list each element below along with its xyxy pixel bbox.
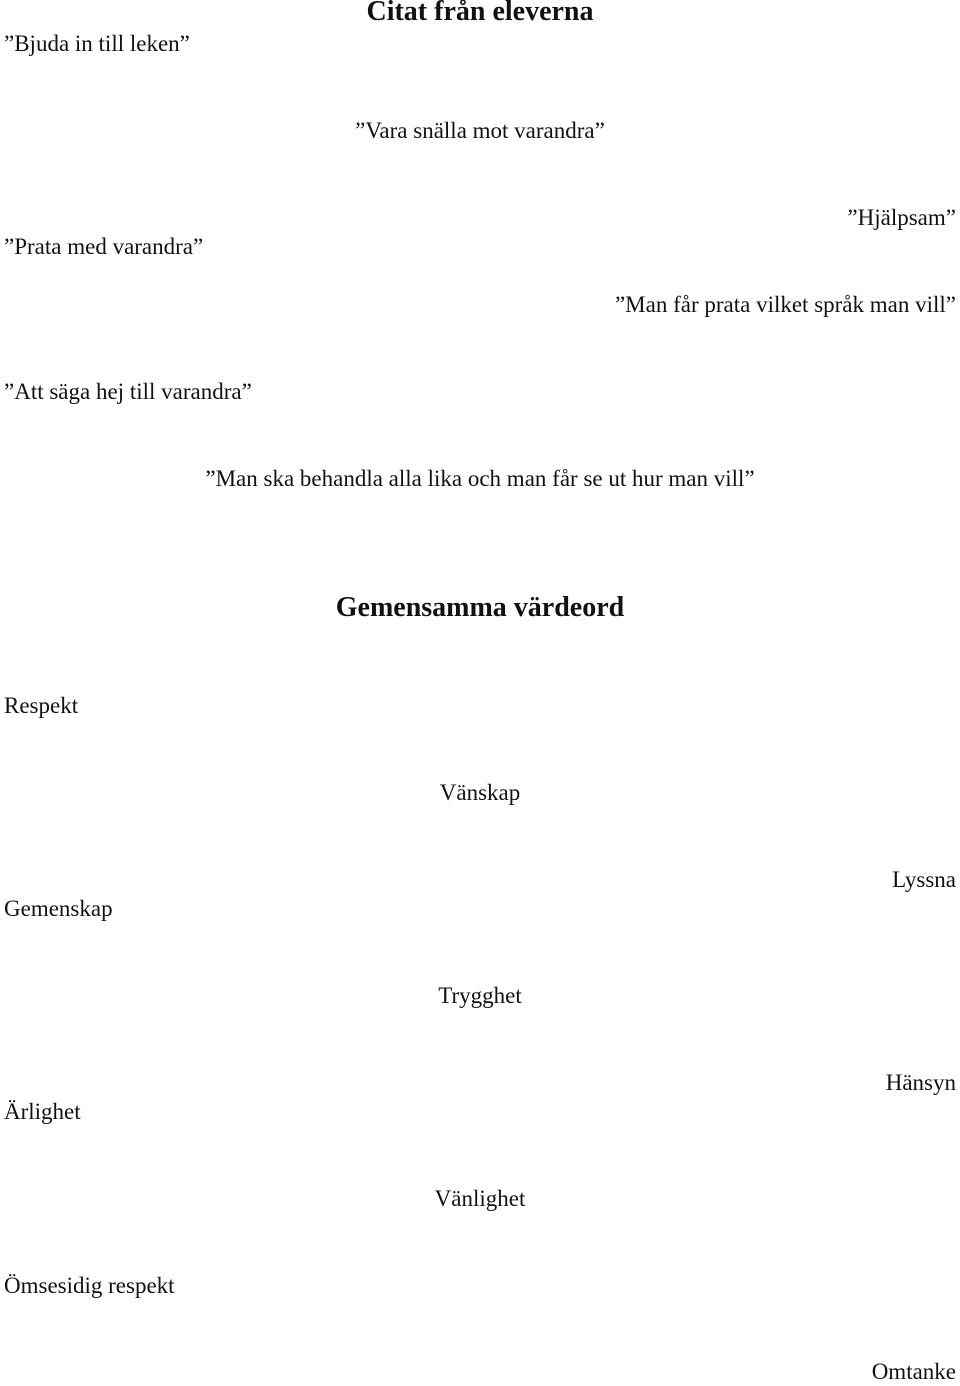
quote-item: ”Bjuda in till leken” [4,31,190,56]
value-word: Hänsyn [885,1070,956,1095]
value-word: Ömsesidig respekt [4,1273,175,1298]
quotes-heading: Citat från eleverna [366,0,594,27]
value-word: Ärlighet [4,1099,81,1124]
quote-item: ”Prata med varandra” [4,234,204,259]
value-word: Vänskap [439,780,521,805]
quote-item: ”Man ska behandla alla lika och man får se ut hur man vill” [205,466,755,491]
quote-item: ”Att säga hej till varandra” [4,379,252,404]
quote-item: ”Vara snälla mot varandra” [355,118,605,143]
value-word: Lyssna [892,867,956,892]
value-word: Vänlighet [434,1186,526,1211]
value-word: Gemenskap [4,896,113,921]
quote-item: ”Man får prata vilket språk man vill” [614,292,956,317]
values-heading: Gemensamma värdeord [335,592,625,623]
quote-item: ”Hjälpsam” [847,205,956,230]
value-word: Trygghet [438,983,522,1008]
value-word: Omtanke [871,1359,956,1384]
value-word: Respekt [4,693,79,718]
